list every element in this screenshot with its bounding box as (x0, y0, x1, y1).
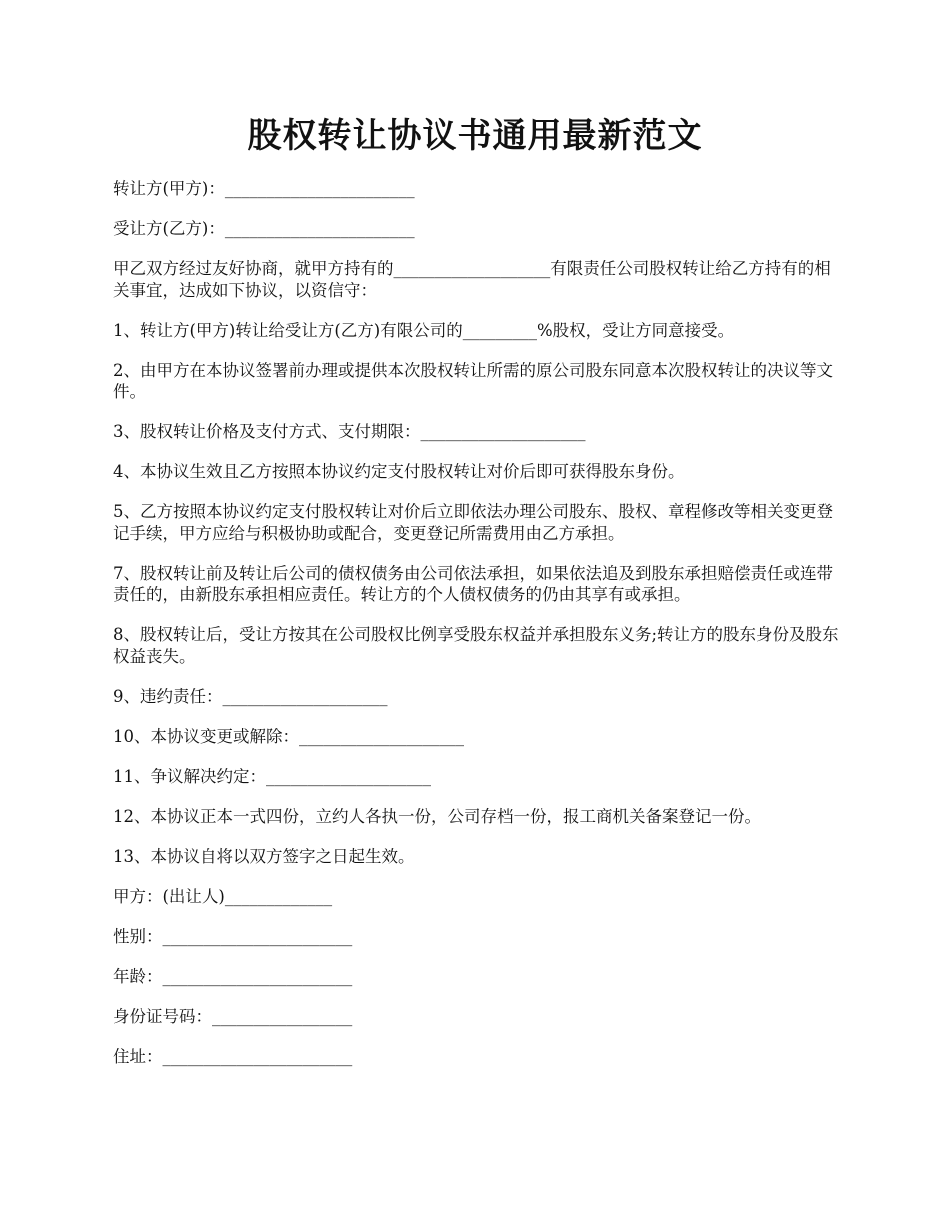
document-title: 股权转让协议书通用最新范文 (247, 116, 703, 156)
gender-line: 性别：_______________________ (113, 926, 353, 946)
id-number-line: 身份证号码：_________________ (113, 1006, 353, 1026)
party-a-line: 甲方：(出让人)_____________ (113, 886, 333, 906)
age-line: 年龄：_______________________ (113, 966, 353, 986)
clause-12: 12、本协议正本一式四份，立约人各执一份，公司存档一份，报工商机关备案登记一份。 (113, 806, 761, 826)
clause-9: 9、违约责任：____________________ (113, 686, 388, 706)
clause-4: 4、本协议生效且乙方按照本协议约定支付股权转让对价后即可获得股东身份。 (113, 462, 685, 481)
clause-7: 7、股权转让前及转让后公司的债权债务由公司依法承担，如果依法追及到股东承担赔偿责任或连带责任的，由新股东承担相应责任。转让方的个人债权债务的仍由其享有或承担。 (113, 563, 833, 604)
clause-8: 8、股权转让后，受让方按其在公司股权比例享受股东权益并承担股东义务;转让方的股东身份及股东权益丧失。 (113, 625, 839, 666)
address-line: 住址：_______________________ (113, 1046, 353, 1066)
clause-1: 1、转让方(甲方)转让给受让方(乙方)有限公司的_________%股权，受让方同意接受。 (113, 320, 735, 340)
clause-11: 11、争议解决约定：____________________ (113, 766, 431, 786)
clause-3: 3、股权转让价格及支付方式、支付期限：____________________ (113, 422, 586, 441)
preamble-paragraph: 甲乙双方经过友好协商，就甲方持有的___________________有限责任公司股权转让给乙方持有的相关事宜，达成如下协议，以资信守： (113, 259, 831, 300)
transferor-line: 转让方(甲方)：_______________________ (113, 179, 415, 198)
transferee-line: 受让方(乙方)：_______________________ (113, 219, 415, 238)
clause-10: 10、本协议变更或解除：____________________ (113, 726, 464, 746)
clause-2: 2、由甲方在本协议签署前办理或提供本次股权转让所需的原公司股东同意本次股权转让的决议等文件。 (113, 360, 833, 401)
document-body (113, 178, 843, 1086)
clause-13: 13、本协议自将以双方签字之日起生效。 (113, 846, 415, 866)
clause-5: 5、乙方按照本协议约定支付股权转让对价后立即依法办理公司股东、股权、章程修改等相关变更登记手续，甲方应给与积极协助或配合，变更登记所需费用由乙方承担。 (113, 502, 833, 543)
